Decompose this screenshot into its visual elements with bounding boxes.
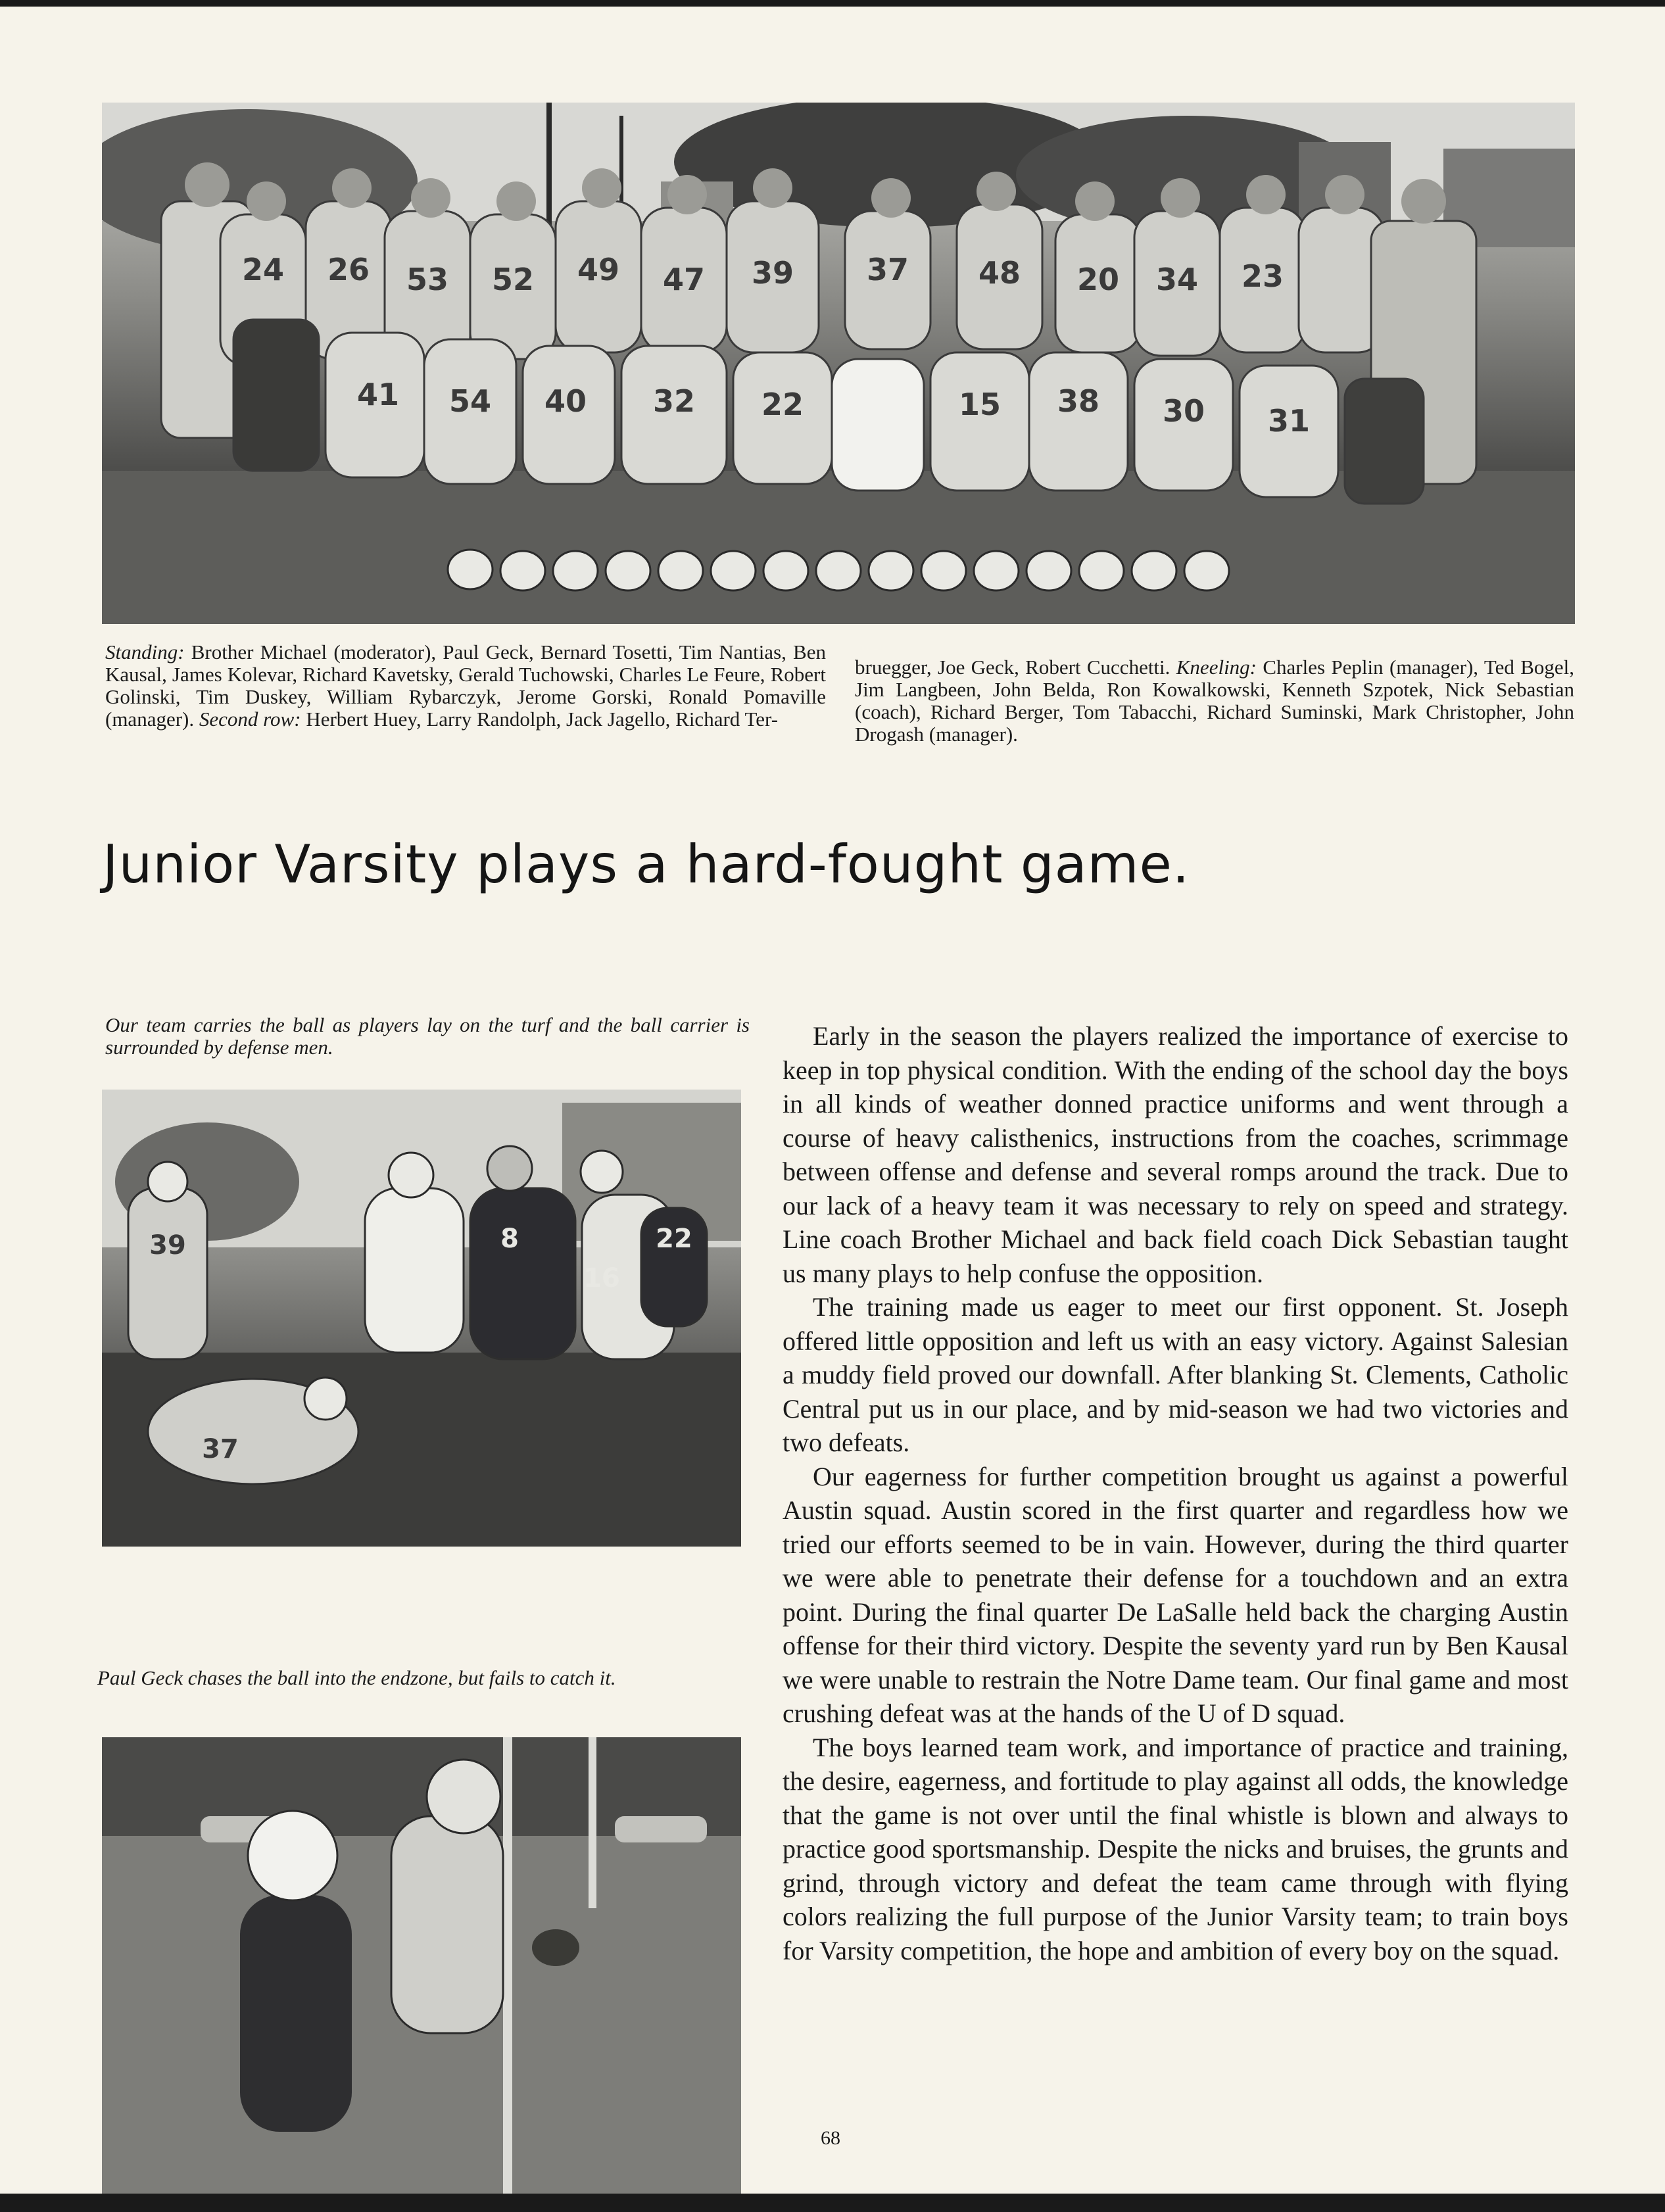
body-paragraph: The training made us eager to meet our first opponent. St. Joseph offered little opposition and left us with an easy victory. Against Salesian a muddy field proved our downfall. After blanking St. Clements, Catholic Central put us in our place, and by mid-season we had two victories and two defeats. — [783, 1292, 1568, 1457]
action-photo-1 — [102, 1090, 741, 1547]
jersey-number: 53 — [406, 262, 449, 297]
body-paragraph: The boys learned team work, and importance of practice and training, the desire, eagerness, and fortitude to play against all odds, the knowledge that the game is not over until the final whistle is blown and always to practice good sportsmanship. Despite the nicks and bruises, the grunts and grind, through victory and defeat the team came through with flying colors realizing the full purpose of the Junior Varsity team; to train boys for Varsity competition, the hope and ambition of every boy on the squad. — [783, 1732, 1568, 1965]
jersey-number: 39 — [149, 1230, 186, 1261]
team-photo — [102, 103, 1575, 624]
jersey-number: 52 — [491, 262, 535, 297]
standing-label: Standing: — [105, 640, 185, 663]
jersey-number: 16 — [583, 1263, 620, 1293]
jersey-number: 31 — [1267, 403, 1311, 439]
team-photo-caption-right — [855, 656, 1574, 746]
jersey-number: 26 — [327, 252, 370, 287]
jersey-number: 39 — [751, 255, 794, 291]
jersey-number: 15 — [958, 387, 1001, 422]
jersey-number: 37 — [202, 1434, 239, 1464]
second-row-names-continued: bruegger, Joe Geck, Robert Cucchetti. — [855, 656, 1170, 679]
action-photo-1-art — [102, 1090, 741, 1547]
team-photo-art — [102, 103, 1575, 624]
jersey-number: 24 — [241, 252, 285, 287]
jersey-number: 8 — [500, 1224, 519, 1254]
action-photo-2-caption: Paul Geck chases the ball into the endzone, but fails to catch it. — [97, 1666, 616, 1689]
body-paragraph: Early in the season the players realized the importance of exercise to keep in top physical condition. With the ending of the school day the boys in all kinds of weather donned practice uniforms and went through a course of heavy calisthenics, instructions from the coaches, scrimmage between offense and defense and several romps around the track. Due to our lack of a heavy team it was necessary to rely on speed and strategy. Line coach Brother Michael and back field coach Dick Sebastian taught us many plays to help confuse the opposition. — [783, 1021, 1568, 1288]
jersey-number: 37 — [866, 252, 909, 287]
article-body — [783, 1019, 1568, 1967]
jersey-number: 32 — [652, 383, 696, 419]
standing-names: Brother Michael (moderator), Paul Geck, Bernard Tosetti, Tim Nantias, Ben Kausal, James Kolevar, Richard Kavetsky, Gerald Tuchowski, Charles Le Feure, Robert Golinski, Tim Duskey, William Rybarczyk, Jerome Gorski, Ronald Pomaville (manager). — [105, 640, 826, 731]
second-row-names: Herbert Huey, Larry Randolph, Jack Jagello, Richard Ter- — [301, 708, 779, 731]
kneeling-names: Charles Peplin (manager), Ted Bogel, Jim Langbeen, John Belda, Ron Kowalkowski, Kenneth Szpotek, Nick Sebastian (coach), Richard Berger, Tom Tabacchi, Richard Suminski, Mark Christopher, John Drogash (manager). — [855, 656, 1574, 746]
jersey-number: 23 — [1241, 258, 1284, 294]
second-row-label: Second row: — [194, 708, 301, 731]
action-photo-2 — [102, 1737, 741, 2194]
jersey-number: 49 — [577, 252, 620, 287]
jersey-number: 48 — [978, 255, 1021, 291]
jersey-number: 34 — [1155, 262, 1199, 297]
jersey-number: 38 — [1057, 383, 1100, 419]
page-number: 68 — [821, 2127, 840, 2149]
jersey-number: 30 — [1162, 393, 1205, 429]
jersey-number: 22 — [761, 387, 804, 422]
body-paragraph: Our eagerness for further competition brought us against a powerful Austin squad. Austin scored in the first quarter and regardless how we tried our efforts seemed to be in vain. However, during the third quarter we were able to penetrate their defense for a touchdown and an extra point. During the final quarter De LaSalle held back the charging Austin offense for their third victory. Despite the seventy yard run by Ben Kausal we were unable to restrain the Notre Dame team. Our final game and most crushing defeat was at the hands of the U of D squad. — [783, 1461, 1568, 1728]
kneeling-label: Kneeling: — [1170, 656, 1257, 679]
jersey-number: 47 — [662, 262, 706, 297]
jersey-number: 20 — [1076, 262, 1120, 297]
jersey-number: 54 — [448, 383, 492, 419]
jersey-number: 22 — [656, 1224, 692, 1254]
yearbook-page — [0, 7, 1665, 2194]
jersey-number: 41 — [356, 377, 400, 412]
headline: Junior Varsity plays a hard-fought game. — [103, 834, 1190, 895]
jersey-number: 40 — [544, 383, 587, 419]
action-photo-1-caption: Our team carries the ball as players lay on the turf and the ball carrier is surrounded by defense men. — [105, 1013, 750, 1059]
team-photo-caption-left — [105, 641, 826, 731]
action-photo-2-art — [102, 1737, 741, 2194]
